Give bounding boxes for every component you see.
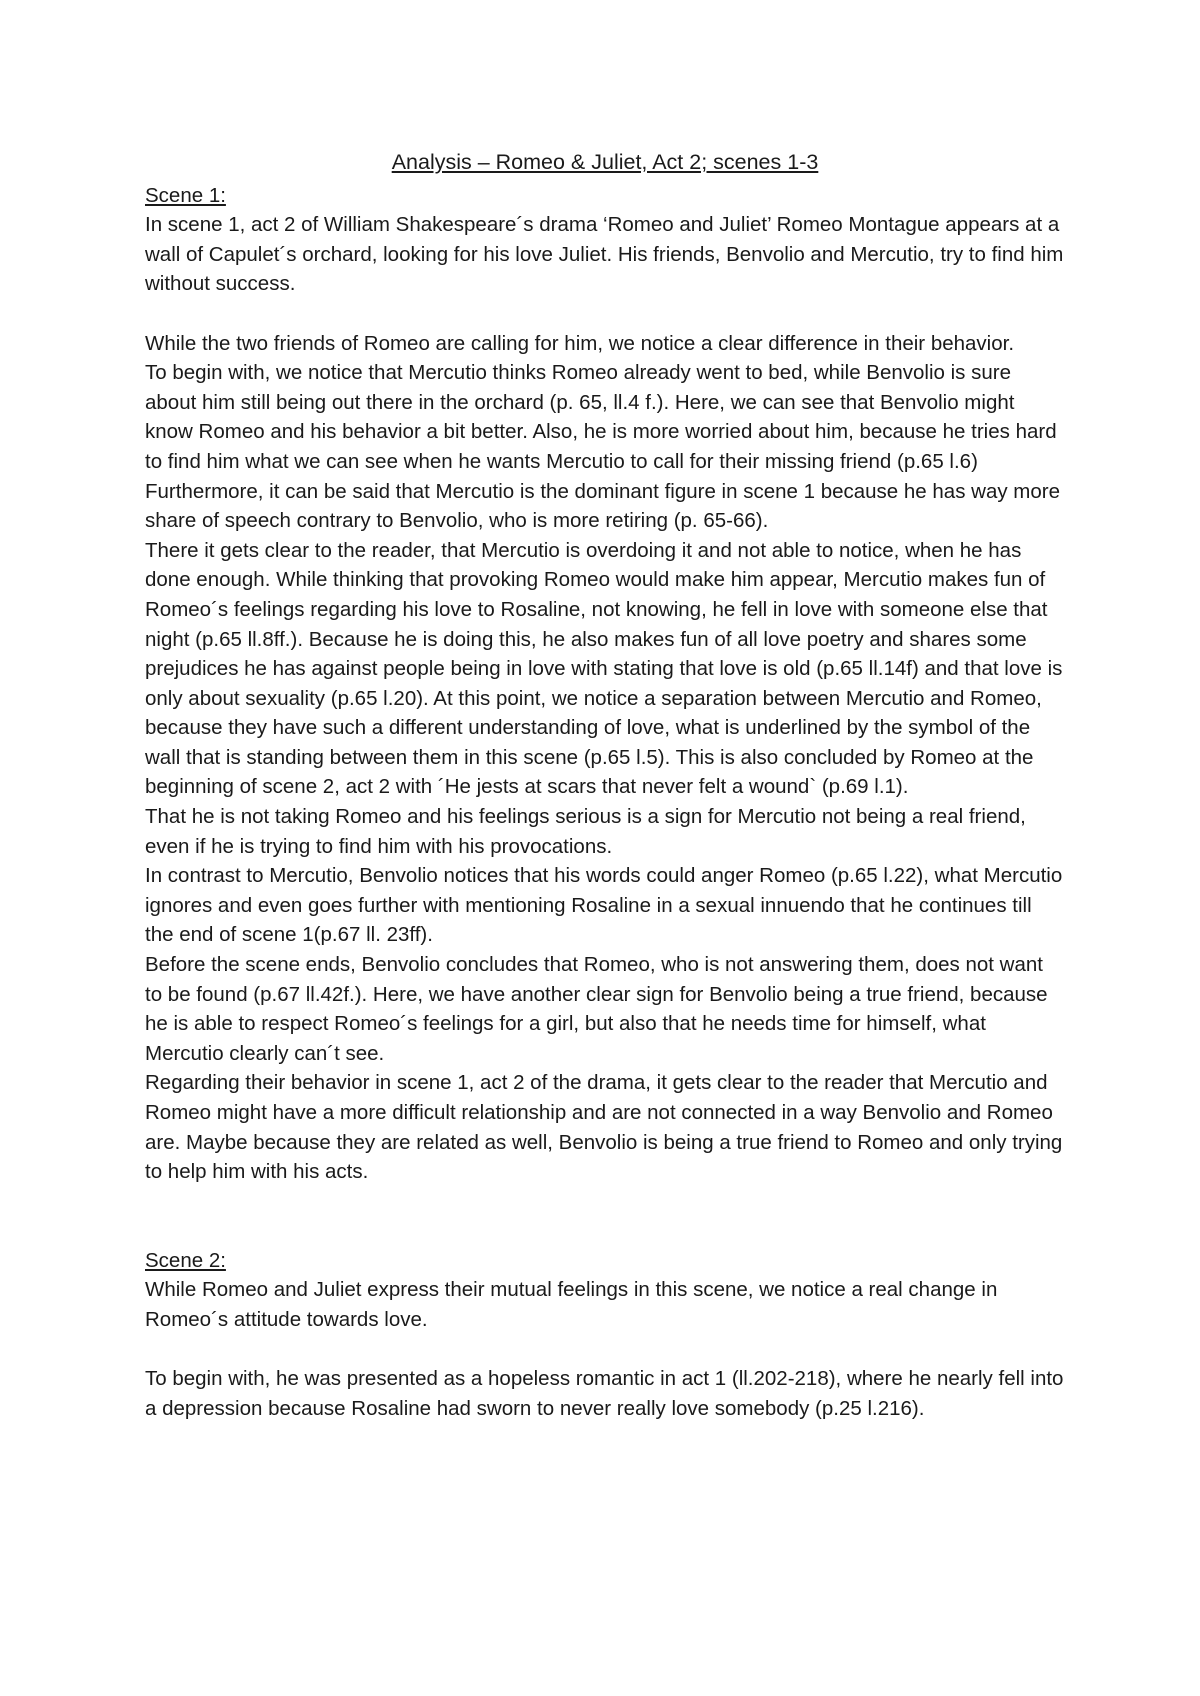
scene-1-intro: In scene 1, act 2 of William Shakespeare´s drama ‘Romeo and Juliet’ Romeo Montague appears at a wall of Capulet´s orchard, looking for his love Juliet. His friends, Benvolio and Mercutio, try to find him without success. [145, 213, 1064, 296]
scene-1-paragraph: To begin with, we notice that Mercutio thinks Romeo already went to bed, while Benvolio is sure about him still being out there in the orchard (p. 65, ll.4 f.). Here, we can see that Benvolio might know Romeo and his behavior a bit better. Also, he is more worried about him, because he tries hard to find him what we can see when he wants Mercutio to call for their missing friend (p.65 l.6) [145, 361, 1057, 473]
scene-1-paragraph: While the two friends of Romeo are calling for him, we notice a clear difference in their behavior. [145, 331, 1015, 355]
document-title: Analysis – Romeo & Juliet, Act 2; scenes 1-3 [391, 150, 819, 174]
section-spacer [145, 1187, 1065, 1246]
scene-1-paragraph: Regarding their behavior in scene 1, act 2 of the drama, it gets clear to the reader that Mercutio and Romeo might have a more difficult relationship and are not connected in a way Benvolio and Romeo are. Maybe because they are related as well, Benvolio is being a true friend to Romeo and only trying to help him with his acts. [145, 1071, 1063, 1184]
scene-2-paragraph: To begin with, he was presented as a hopeless romantic in act 1 (ll.202-218), where he nearly fell into a depression because Rosaline had sworn to never really love somebody (p.25 l.216). [145, 1367, 1064, 1420]
scene-1-paragraph: That he is not taking Romeo and his feelings serious is a sign for Mercutio not being a real friend, even if he is trying to find him with his provocations. [145, 805, 1026, 858]
scene-1-paragraph: Before the scene ends, Benvolio concludes that Romeo, who is not answering them, does not want to be found (p.67 ll.42f.). Here, we have another clear sign for Benvolio being a true friend, because he is able to respect Romeo´s feelings for a girl, but also that he needs time for himself, what Mercutio clearly can´t see. [145, 953, 1048, 1065]
paragraph-spacer [145, 1335, 1065, 1365]
paragraph-spacer [145, 299, 1065, 329]
document-body [145, 148, 1065, 1423]
scene-2-intro: While Romeo and Juliet express their mutual feelings in this scene, we notice a real change in Romeo´s attitude towards love. [145, 1278, 998, 1331]
scene-1-paragraph: Furthermore, it can be said that Mercutio is the dominant figure in scene 1 because he has way more share of speech contrary to Benvolio, who is more retiring (p. 65-66). [145, 479, 1061, 533]
scene-1-paragraph: In contrast to Mercutio, Benvolio notices that his words could anger Romeo (p.65 l.22), what Mercutio ignores and even goes further with mentioning Rosaline in a sexual innuendo that he continues till the end of scene 1(p.67 ll. 23ff). [145, 864, 1063, 947]
scene-1-heading: Scene 1: [145, 183, 226, 207]
scene-1-paragraph: There it gets clear to the reader, that Mercutio is overdoing it and not able to notice, when he has done enough. While thinking that provoking Romeo would make him appear, Mercutio makes fun of Romeo´s feelings regarding his love to Rosaline, not knowing, he fell in love with someone else that night (p.65 ll.8ff.). Because he is doing this, he also makes fun of all love poetry and shares some prejudices he has against people being in love with stating that love is old (p.65 ll.14f) and that love is only about sexuality (p.65 l.20). At this point, we notice a separation between Mercutio and Romeo, because they have such a different understanding of love, what is underlined by the symbol of the wall that is standing between them in this scene (p.65 l.5). This is also concluded by Romeo at the beginning of scene 2, act 2 with ´He jests at scars that never felt a wound` (p.69 l.1). [145, 538, 1063, 799]
scene-2-heading: Scene 2: [145, 1248, 226, 1272]
